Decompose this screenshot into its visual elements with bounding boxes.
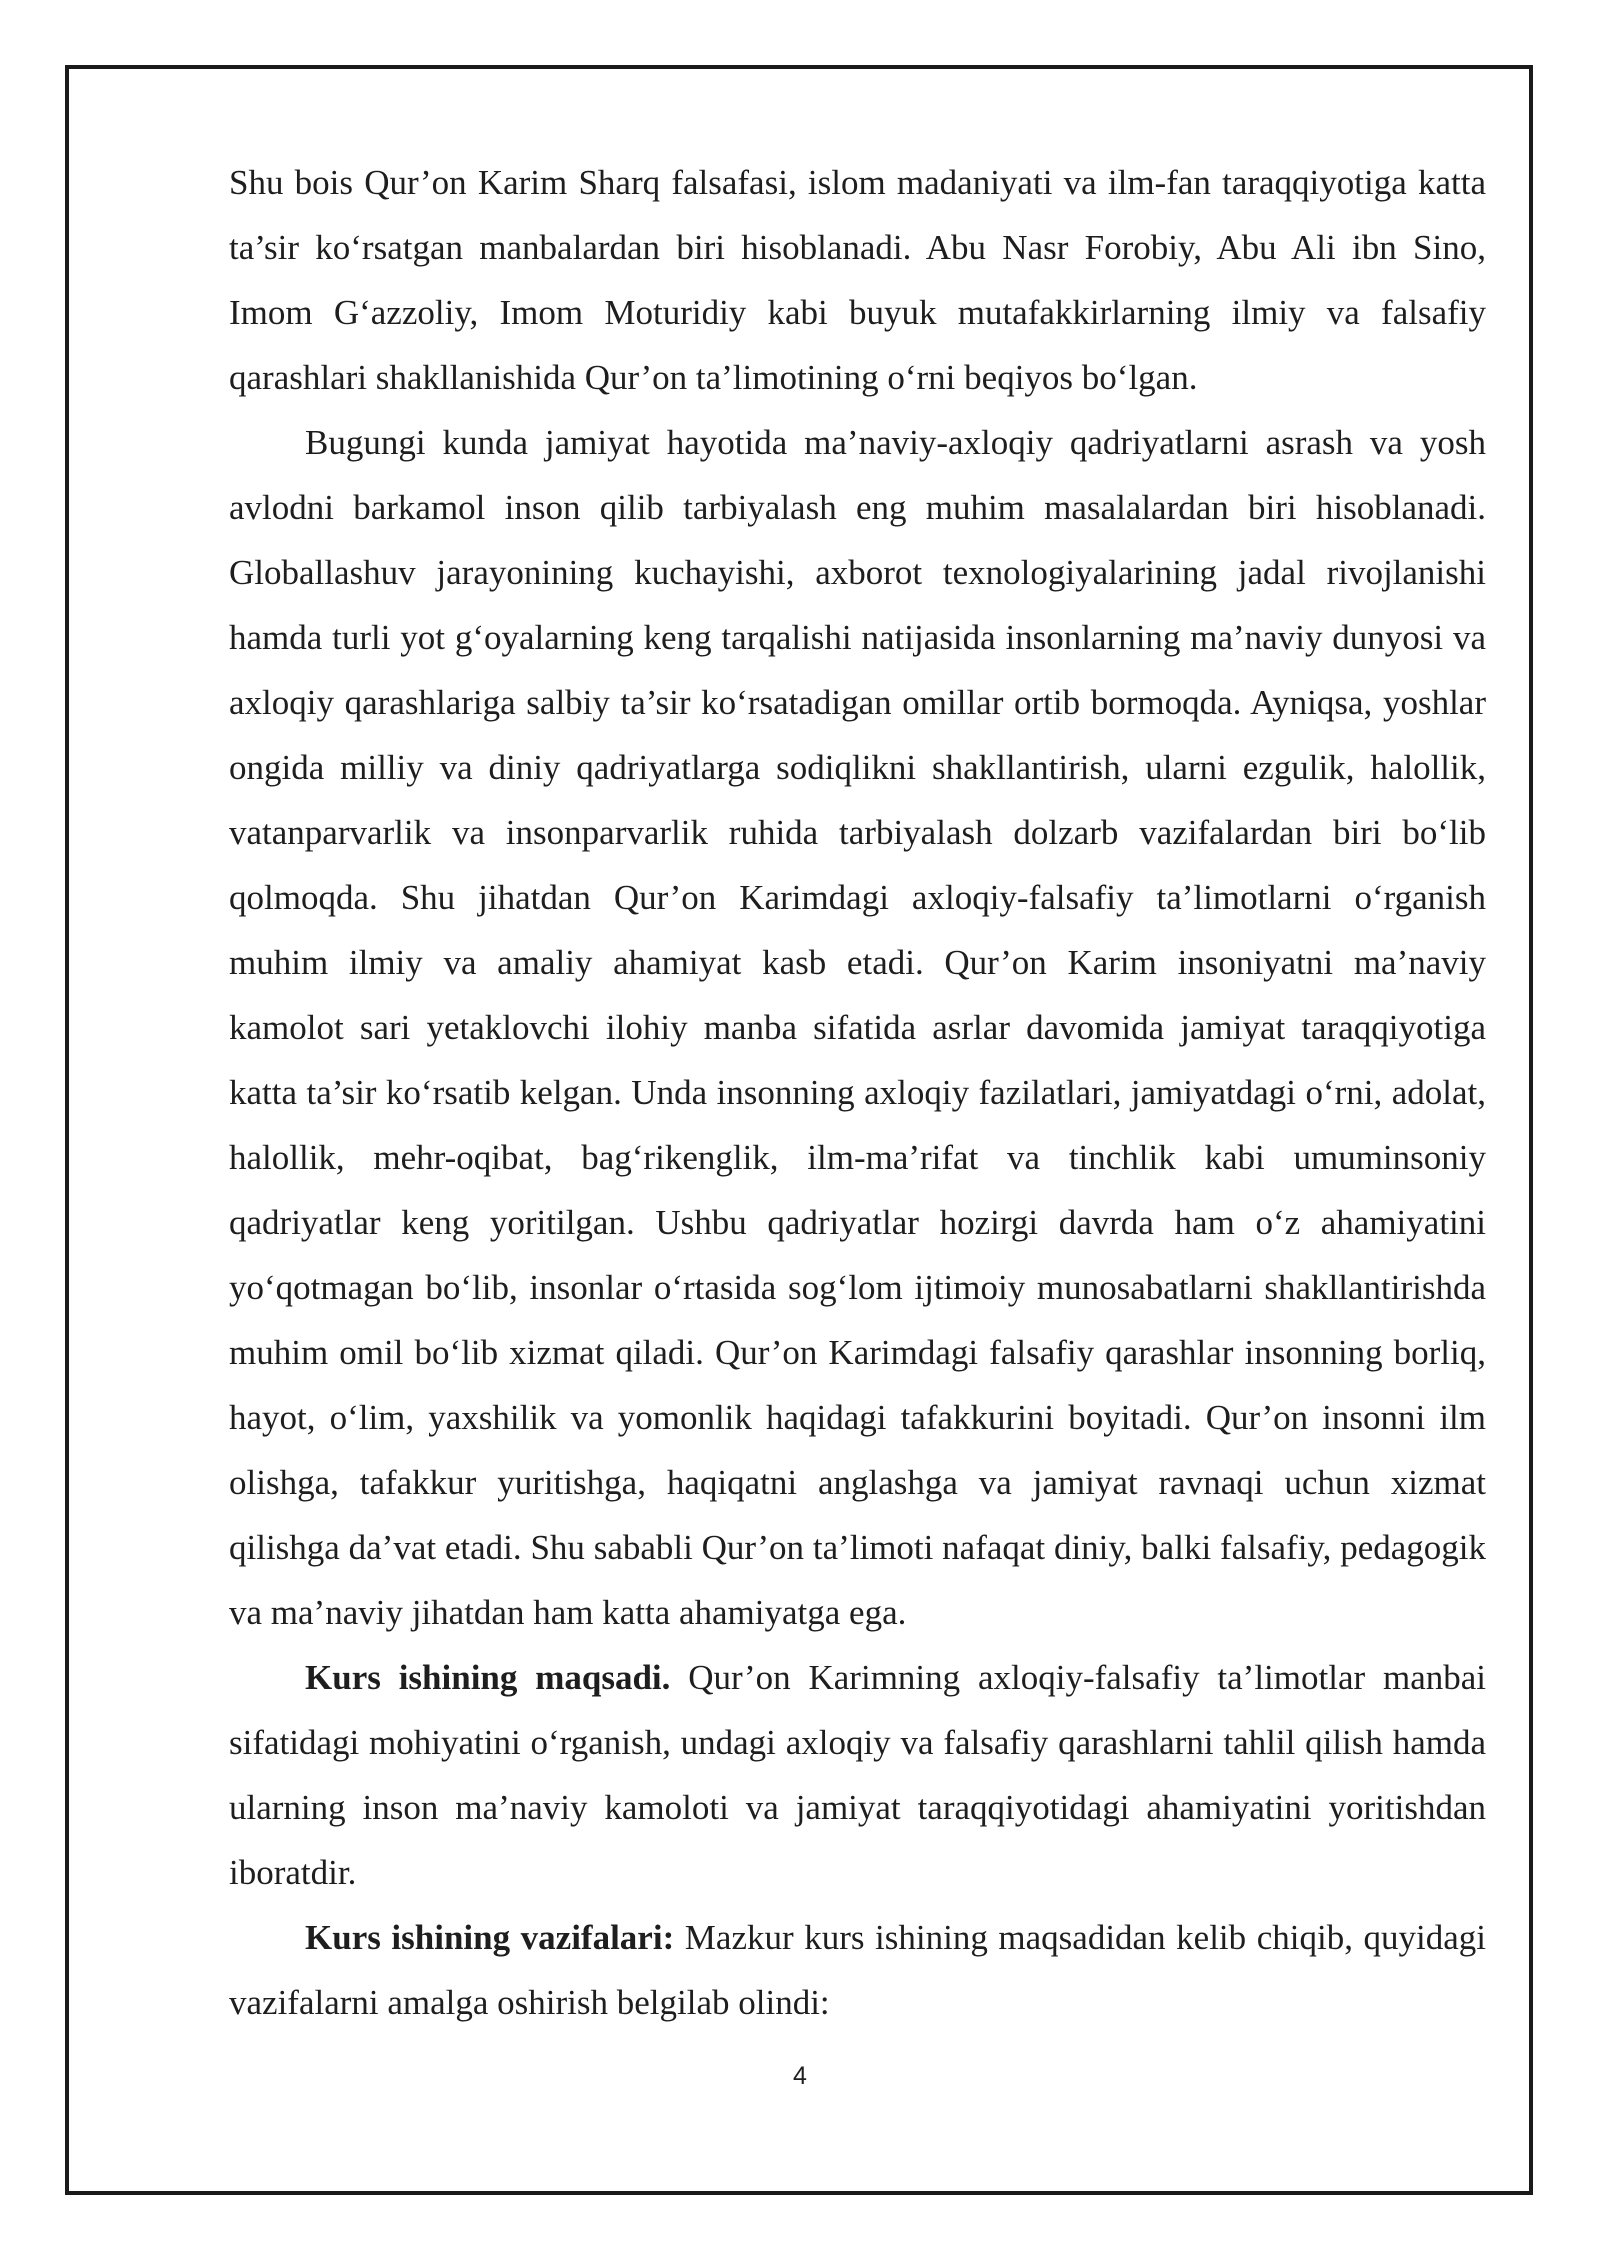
paragraph-intro bbox=[229, 150, 1486, 410]
paragraph-text: Bugungi kunda jamiyat hayotida ma’naviy-axloqiy qadriyatlarni asrash va yosh avlodni barkamol inson qilib tarbiyalash eng muhim masalalardan biri hisoblanadi. Globallashuv jarayonining kuchayishi, axborot texnologiyalarining jadal rivojlanishi hamda turli yot g‘oyalarning keng tarqalishi natijasida insonlarning ma’naviy dunyosi va axloqiy qarashlariga salbiy ta’sir ko‘rsatadigan omillar ortib bormoqda. Ayniqsa, yoshlar ongida milliy va diniy qadriyatlarga sodiqlikni shakllantirish, ularni ezgulik, halollik, vatanparvarlik va insonparvarlik ruhida tarbiyalash dolzarb vazifalardan biri bo‘lib qolmoqda. Shu jihatdan Qur’on Karimdagi axloqiy-falsafiy ta’limotlarni o‘rganish muhim ilmiy va amaliy ahamiyat kasb etadi. Qur’on Karim insoniyatni ma’naviy kamolot sari yetaklovchi ilohiy manba sifatida asrlar davomida jamiyat taraqqiyotiga katta ta’sir ko‘rsatib kelgan. Unda insonning axloqiy fazilatlari, jamiyatdagi o‘rni, adolat, halollik, mehr-oqibat, bag‘rikenglik, ilm-ma’rifat va tinchlik kabi umuminsoniy qadriyatlar keng yoritilgan. Ushbu qadriyatlar hozirgi davrda ham o‘z ahamiyatini yo‘qotmagan bo‘lib, insonlar o‘rtasida sog‘lom ijtimoiy munosabatlarni shakllantirishda muhim omil bo‘lib xizmat qiladi. Qur’on Karimdagi falsafiy qarashlar insonning borliq, hayot, o‘lim, yaxshilik va yomonlik haqidagi tafakkurini boyitadi. Qur’on insonni ilm olishga, tafakkur yuritishga, haqiqatni anglashga va jamiyat ravnaqi uchun xizmat qilishga da’vat etadi. Shu sababli Qur’on ta’limoti nafaqat diniy, balki falsafiy, pedagogik va ma’naviy jihatdan ham katta ahamiyatga ega. bbox=[229, 423, 1486, 1632]
goal-heading: Kurs ishining maqsadi. bbox=[305, 1658, 671, 1697]
paragraph-text: Mazkur kurs ishining maqsadidan kelib chiqib, quyidagi vazifalarni amalga oshirish belgilab olindi: bbox=[229, 1918, 1486, 2022]
paragraph-relevance bbox=[229, 410, 1486, 1645]
document-body bbox=[229, 150, 1486, 2035]
paragraph-goal bbox=[229, 1645, 1486, 1905]
paragraph-text: Shu bois Qur’on Karim Sharq falsafasi, islom madaniyati va ilm-fan taraqqiyotiga katta ta’sir ko‘rsatgan manbalardan biri hisoblanadi. Abu Nasr Forobiy, Abu Ali ibn Sino, Imom G‘azzoliy, Imom Moturidiy kabi buyuk mutafakkirlarning ilmiy va falsafiy qarashlari shakllanishida Qur’on ta’limotining o‘rni beqiyos bo‘lgan. bbox=[229, 163, 1486, 397]
page-number: 4 bbox=[793, 2062, 807, 2090]
paragraph-text: Qur’on Karimning axloqiy-falsafiy ta’limotlar manbai sifatidagi mohiyatini o‘rganish, undagi axloqiy va falsafiy qarashlarni tahlil qilish hamda ularning inson ma’naviy kamoloti va jamiyat taraqqiyotidagi ahamiyatini yoritishdan iboratdir. bbox=[229, 1658, 1487, 1892]
paragraph-tasks bbox=[229, 1905, 1486, 2035]
tasks-heading: Kurs ishining vazifalari: bbox=[305, 1918, 675, 1957]
